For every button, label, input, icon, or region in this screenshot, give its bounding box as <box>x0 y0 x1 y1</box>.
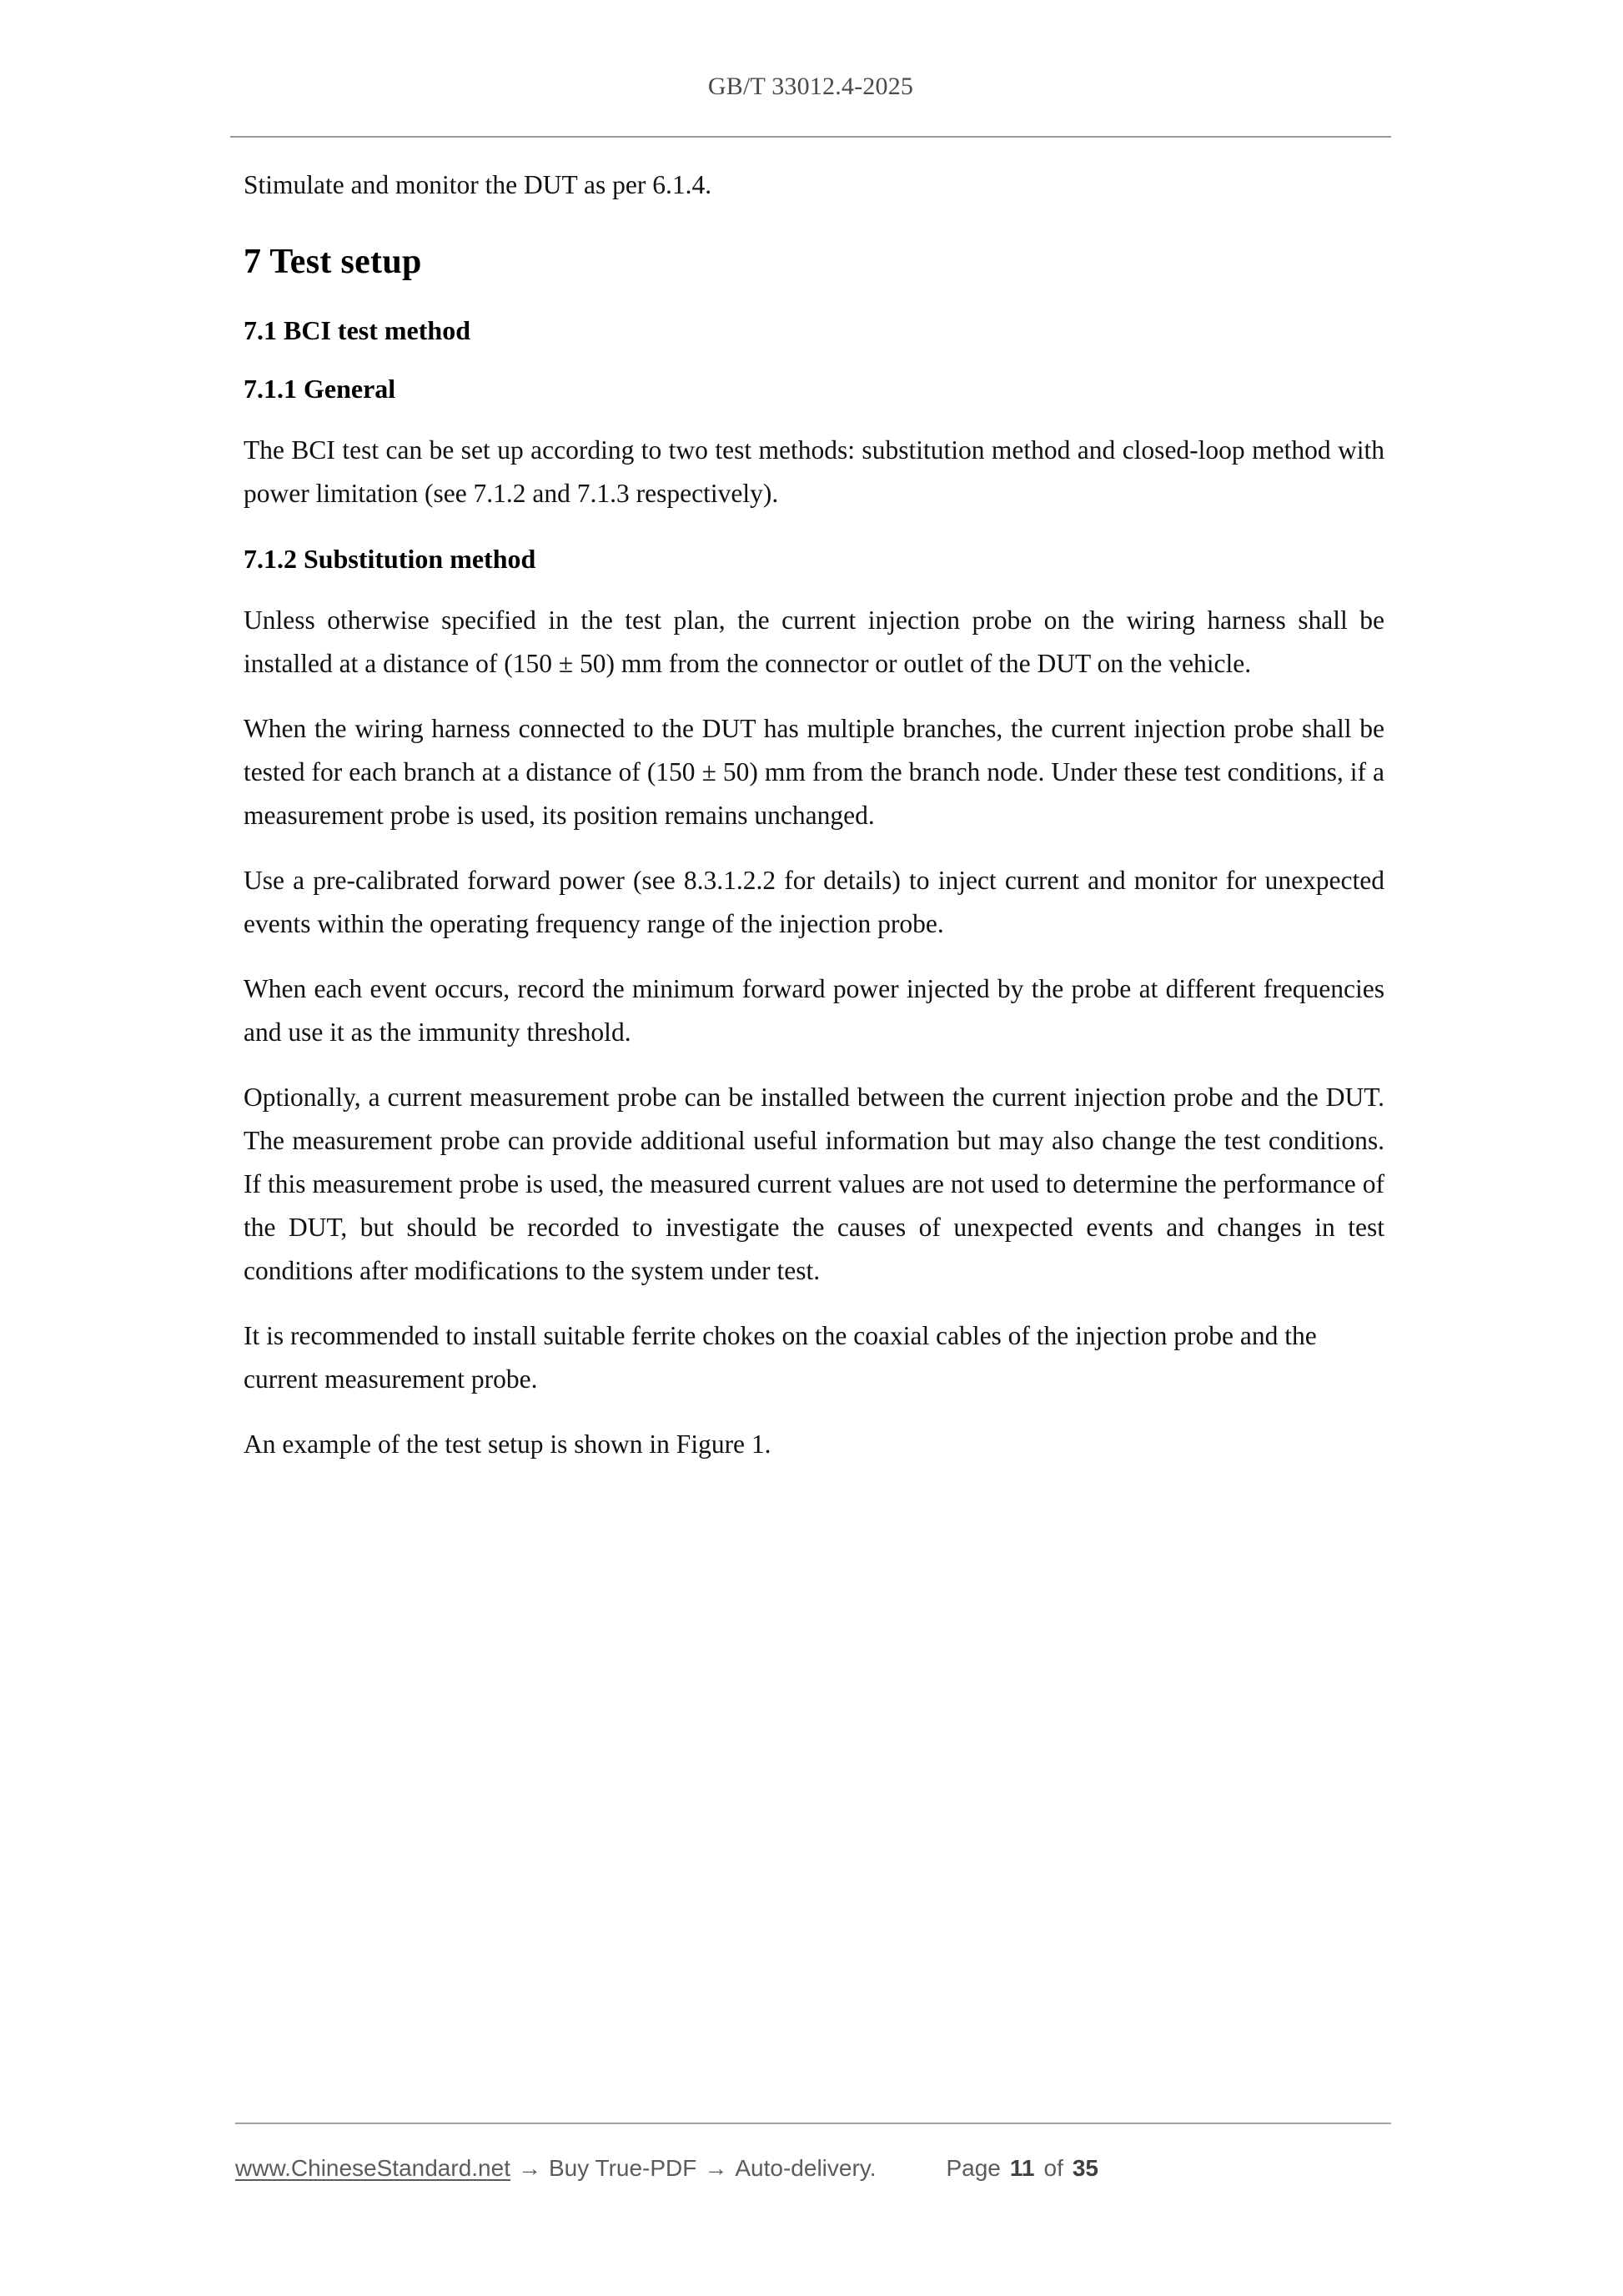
paragraph-optional-measurement-probe: Optionally, a current measurement probe can be installed between the current injection probe and the DUT. The measurement probe can provide additional useful information but may also change the test conditions. If this measurement probe is used, the measured current values are not used to determine the performance of the DUT, but should be recorded to investigate the causes of unexpected events and changes in test conditions after modifications to the system under test. <box>244 1083 1384 1285</box>
header-divider-rule <box>230 136 1391 138</box>
current-page-number: 11 <box>1009 2155 1035 2181</box>
arrow-right-icon: → <box>517 2155 541 2181</box>
spacer <box>244 1293 1384 1314</box>
footer-website-link[interactable]: www.ChineseStandard.net <box>235 2155 510 2181</box>
spacer <box>244 946 1384 967</box>
footer-pagination <box>946 2152 1098 2185</box>
paragraph-figure-reference: An example of the test setup is shown in Figure 1. <box>244 1429 771 1459</box>
paragraph-intro: Stimulate and monitor the DUT as per 6.1.4. <box>244 170 712 199</box>
spacer <box>244 1054 1384 1076</box>
page-label: Page <box>946 2155 1001 2181</box>
heading-section-7-1: 7.1 BCI test method <box>244 315 470 345</box>
spacer <box>244 837 1384 859</box>
spacer <box>244 207 1384 240</box>
spacer <box>244 407 1384 429</box>
total-page-count: 35 <box>1072 2155 1099 2181</box>
heading-section-7-1-2: 7.1.2 Substitution method <box>244 544 536 574</box>
heading-section-7-1-1: 7.1.1 General <box>244 374 396 404</box>
footer-buy-label: Buy True-PDF <box>548 2155 697 2181</box>
spacer <box>244 515 1384 540</box>
spacer <box>244 577 1384 599</box>
spacer <box>244 349 1384 370</box>
paragraph-multiple-branches: When the wiring harness connected to the DUT has multiple branches, the current injection probe shall be tested for each branch at a distance of (150 ± 50) mm from the branch node. Under these test conditions, if a measurement probe is used, its position remains unchanged. <box>244 714 1384 830</box>
footer-delivery-label: Auto-delivery. <box>735 2155 877 2181</box>
arrow-right-icon-2: → <box>704 2155 728 2181</box>
spacer <box>244 686 1384 707</box>
spacer <box>244 1401 1384 1423</box>
paragraph-ferrite-chokes: It is recommended to install suitable ferrite chokes on the coaxial cables of the injection probe and the current measurement probe. <box>244 1321 1317 1394</box>
paragraph-bci-general: The BCI test can be set up according to two test methods: substitution method and closed-loop method with power limitation (see 7.1.2 and 7.1.3 respectively). <box>244 435 1384 508</box>
heading-section-7: 7 Test setup <box>244 243 422 281</box>
paragraph-probe-distance: Unless otherwise specified in the test plan, the current injection probe on the wiring harness shall be installed at a distance of (150 ± 50) mm from the connector or outlet of the DUT on the vehicle. <box>244 605 1384 678</box>
page-header <box>230 72 1391 102</box>
document-body <box>244 163 1384 1466</box>
header-standard-number: GB/T 33012.4-2025 <box>707 73 914 100</box>
of-label: of <box>1043 2155 1063 2181</box>
paragraph-forward-power: Use a pre-calibrated forward power (see 8.3.1.2.2 for details) to inject current and monitor for unexpected events within the operating frequency range of the injection probe. <box>244 866 1384 938</box>
footer-divider-rule <box>235 2123 1391 2124</box>
spacer <box>244 284 1384 312</box>
page-footer <box>235 2148 1391 2188</box>
paragraph-immunity-threshold: When each event occurs, record the minimum forward power injected by the probe at different frequencies and use it as the immunity threshold. <box>244 974 1384 1047</box>
footer-promo-group <box>235 2152 876 2185</box>
